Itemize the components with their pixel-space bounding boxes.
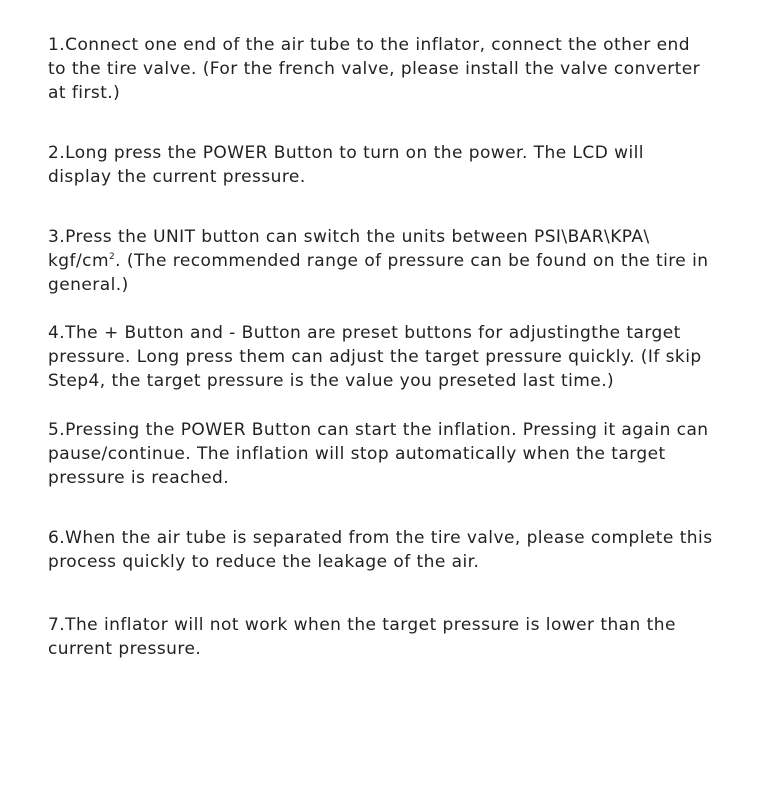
step-5: [48, 418, 748, 490]
step-7: [48, 613, 748, 661]
step-7-line-1: 7.The inflator will not work when the target pressure is lower than the: [48, 615, 676, 635]
step-6-line-2: process quickly to reduce the leakage of the air.: [48, 552, 480, 572]
step-5-line-2: pause/continue. The inflation will stop automatically when the target: [48, 444, 666, 464]
superscript-2: 2: [108, 252, 116, 262]
step-7-line-2: current pressure.: [48, 639, 202, 659]
step-5-line-3: pressure is reached.: [48, 468, 230, 488]
step-1-line-1: 1.Connect one end of the air tube to the inflator, connect the other end: [48, 35, 690, 55]
step-4-line-3: Step4, the target pressure is the value you preseted last time.): [48, 371, 615, 391]
unit-kgf-cm: kgf/cm: [48, 251, 109, 271]
step-2: [48, 141, 748, 189]
step-1-line-3: at first.): [48, 83, 121, 103]
step-4-line-2: pressure. Long press them can adjust the target pressure quickly. (If skip: [48, 347, 702, 367]
step-2-line-2: display the current pressure.: [48, 167, 306, 187]
step-3-line-2: [48, 249, 748, 273]
step-3-line-1: 3.Press the UNIT button can switch the units between PSI\BAR\KPA\: [48, 227, 650, 247]
step-6: [48, 526, 748, 574]
step-3-line-2-rest: . (The recommended range of pressure can be found on the tire in: [115, 251, 709, 271]
step-3-line-3: general.): [48, 275, 129, 295]
step-4: [48, 321, 748, 393]
step-1: [48, 33, 748, 105]
step-5-line-1: 5.Pressing the POWER Button can start the inflation. Pressing it again can: [48, 420, 709, 440]
step-4-line-1: 4.The + Button and - Button are preset buttons for adjustingthe target: [48, 323, 681, 343]
step-1-line-2: to the tire valve. (For the french valve, please install the valve converter: [48, 59, 701, 79]
step-2-line-1: 2.Long press the POWER Button to turn on the power. The LCD will: [48, 143, 644, 163]
step-6-line-1: 6.When the air tube is separated from the tire valve, please complete this: [48, 528, 713, 548]
step-3: [48, 225, 748, 297]
